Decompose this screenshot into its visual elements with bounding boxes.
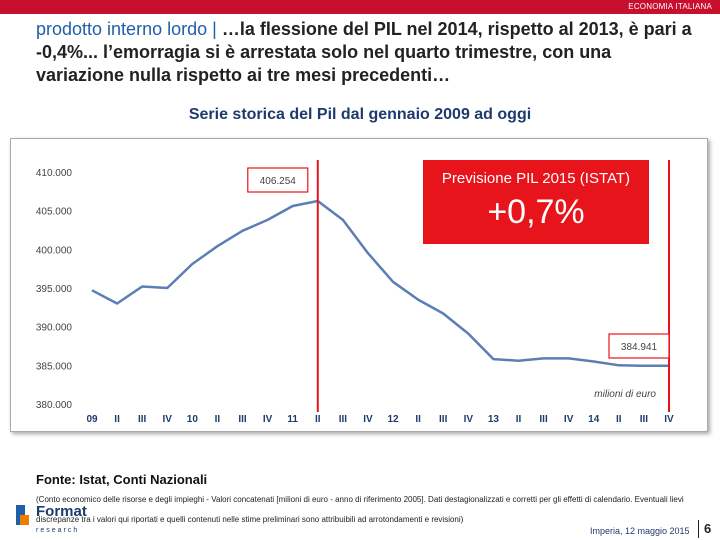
forecast-box bbox=[423, 160, 649, 244]
headline-text: …la flessione del PIL nel 2014, rispetto al 2013, è pari a -0,4%... l’emorragia si è arrestata solo nel quarto trimestre, con una variazione nulla rispetto ai tre mesi precedenti… bbox=[36, 19, 692, 85]
x-tick-label: II bbox=[214, 414, 221, 425]
x-tick-label: IV bbox=[262, 414, 273, 425]
format-logo bbox=[8, 493, 88, 538]
x-tick-label: III bbox=[639, 414, 649, 425]
x-tick-label: II bbox=[114, 414, 120, 425]
x-tick-label: III bbox=[238, 414, 247, 425]
x-tick-label: 11 bbox=[287, 414, 298, 425]
x-tick-label: IV bbox=[563, 414, 574, 425]
x-tick-label: III bbox=[439, 414, 448, 425]
footer-separator bbox=[698, 520, 699, 538]
x-tick-label: II bbox=[515, 414, 522, 425]
y-tick-label: 390.000 bbox=[35, 322, 72, 334]
x-tick-label: II bbox=[415, 414, 421, 425]
x-tick-label: 12 bbox=[387, 414, 399, 425]
y-tick-label: 380.000 bbox=[35, 400, 72, 411]
x-tick-label: IV bbox=[664, 414, 674, 425]
x-tick-label: IV bbox=[463, 414, 474, 425]
x-tick-label: 14 bbox=[588, 414, 600, 425]
chart-title: Serie storica del Pil dal gennaio 2009 ad oggi bbox=[188, 106, 532, 123]
marker-value-label: 406.254 bbox=[259, 176, 296, 187]
footer-place-date: Imperia, 12 maggio 2015 bbox=[590, 526, 690, 536]
x-tick-label: III bbox=[138, 414, 147, 425]
source-title: Fonte: Istat, Conti Nazionali bbox=[36, 472, 208, 487]
y-tick-label: 385.000 bbox=[35, 361, 72, 373]
unit-label: milioni di euro bbox=[594, 389, 656, 400]
x-tick-label: IV bbox=[162, 414, 172, 425]
page-number: 6 bbox=[704, 521, 712, 536]
source-note: (Conto economico delle risorse e degli impieghi - Valori concatenati [milioni di euro - anno di riferimento 2005]. Dati destagionalizzati e corretti per gli effetti di calendario. Eventuali lievi discrepanze tra i valori qui riportati e quelli contenuti nelle stime preliminari sono attribuibili ad arrotondamenti e revisioni) bbox=[36, 495, 684, 524]
marker-value-label: 384.941 bbox=[620, 342, 658, 353]
x-tick-label: II bbox=[315, 414, 321, 425]
x-tick-label: II bbox=[616, 414, 622, 425]
forecast-title: Previsione PIL 2015 (ISTAT) bbox=[441, 170, 631, 187]
x-tick-label: IV bbox=[363, 414, 373, 425]
x-tick-label: 10 bbox=[186, 414, 198, 425]
headline-kicker: prodotto interno lordo | bbox=[36, 19, 217, 39]
y-tick-label: 410.000 bbox=[35, 168, 72, 179]
y-tick-label: 400.000 bbox=[35, 245, 72, 257]
y-tick-label: 395.000 bbox=[35, 284, 72, 295]
forecast-value: +0,7% bbox=[487, 193, 585, 231]
logo-sub: research bbox=[36, 527, 80, 534]
x-tick-label: 09 bbox=[86, 414, 98, 425]
y-tick-label: 405.000 bbox=[35, 206, 72, 218]
logo-mark-accent-icon bbox=[20, 515, 29, 525]
x-tick-label: 13 bbox=[487, 414, 499, 425]
x-tick-label: III bbox=[338, 414, 348, 425]
logo-name: Format bbox=[36, 503, 87, 520]
x-tick-label: III bbox=[539, 414, 548, 425]
section-label: ECONOMIA ITALIANA bbox=[628, 2, 712, 11]
